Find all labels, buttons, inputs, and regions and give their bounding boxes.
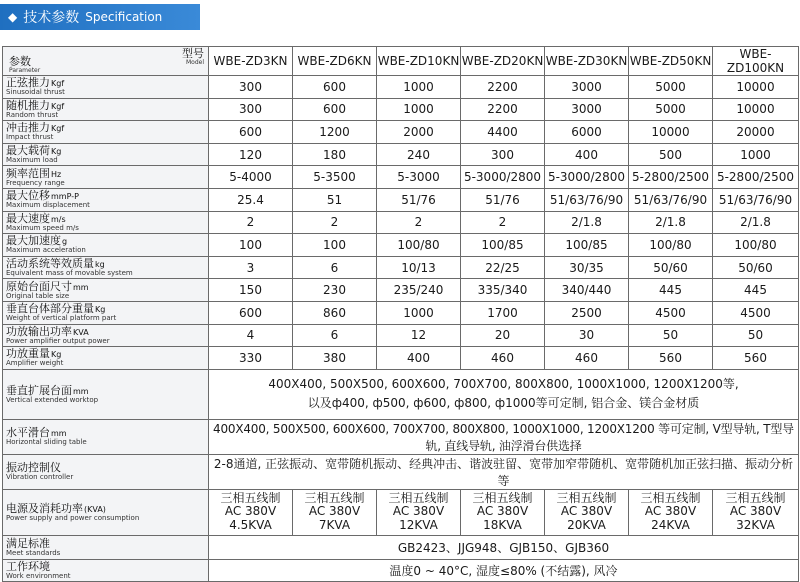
table-cell: 2200 <box>461 76 545 99</box>
table-row <box>3 98 799 121</box>
row-label: 最大加速度g Maximum acceleration <box>3 234 209 257</box>
table-cell: 3 <box>209 256 293 279</box>
horizontal-row <box>3 419 799 454</box>
table-cell: 500 <box>629 143 713 166</box>
table-cell: 100/85 <box>461 234 545 257</box>
table-cell: 445 <box>629 279 713 302</box>
model-header: WBE-ZD20KN <box>461 47 545 76</box>
table-cell: 51/76 <box>377 188 461 211</box>
table-cell: 30/35 <box>545 256 629 279</box>
table-cell: 3000 <box>545 98 629 121</box>
table-cell: 2/1.8 <box>629 211 713 234</box>
table-cell: 50/60 <box>713 256 799 279</box>
table-cell: 5-3000/2800 <box>545 166 629 189</box>
table-cell: 4400 <box>461 121 545 144</box>
section-title-bar <box>0 4 200 30</box>
model-header: WBE-ZD50KN <box>629 47 713 76</box>
table-cell: 2 <box>293 211 377 234</box>
table-row <box>3 143 799 166</box>
table-cell: 400 <box>377 347 461 370</box>
row-label: 最大位移mmP-P Maximum displacement <box>3 188 209 211</box>
table-cell: 335/340 <box>461 279 545 302</box>
table-row <box>3 324 799 347</box>
table-cell: 51/63/76/90 <box>713 188 799 211</box>
environment-text: 温度0 ~ 40°C, 湿度≤80% (不结露), 风冷 <box>209 559 799 581</box>
model-header: WBE-ZD10KN <box>377 47 461 76</box>
table-cell: 1000 <box>713 143 799 166</box>
table-row <box>3 76 799 99</box>
row-label: 原始台面尺寸mm Original table size <box>3 279 209 302</box>
table-cell: 25.4 <box>209 188 293 211</box>
table-cell: 5000 <box>629 76 713 99</box>
row-label: 垂直扩展台面mm Vertical extended worktop <box>3 369 209 419</box>
row-label: 满足标准 Meet standards <box>3 535 209 559</box>
standards-text: GB2423、JJG948、GJB150、GJB360 <box>209 535 799 559</box>
header-row <box>3 47 799 76</box>
row-label: 正弦推力Kgf Sinusoidal thrust <box>3 76 209 99</box>
model-header: WBE-ZD100KN <box>713 47 799 76</box>
table-cell: 2/1.8 <box>713 211 799 234</box>
table-row <box>3 347 799 370</box>
power-cell: 三相五线制 AC 380V 4.5KVA <box>209 489 293 535</box>
table-cell: 240 <box>377 143 461 166</box>
table-cell: 380 <box>293 347 377 370</box>
table-cell: 1000 <box>377 301 461 324</box>
table-cell: 445 <box>713 279 799 302</box>
power-cell: 三相五线制 AC 380V 18KVA <box>461 489 545 535</box>
table-cell: 5-4000 <box>209 166 293 189</box>
table-cell: 600 <box>209 121 293 144</box>
horizontal-text: 400X400, 500X500, 600X600, 700X700, 800X800, 1000X1000, 1200X1200 等可定制, V型导轨, T型导轨, 直线导轨, 油浮滑台供选择 <box>209 419 799 454</box>
power-cell: 三相五线制 AC 380V 12KVA <box>377 489 461 535</box>
table-cell: 330 <box>209 347 293 370</box>
diamond-icon: ◆ <box>8 10 18 24</box>
table-cell: 51 <box>293 188 377 211</box>
table-cell: 600 <box>293 76 377 99</box>
section-title-en: Specification <box>85 10 163 24</box>
row-label: 最大速度m/s Maximum speed m/s <box>3 211 209 234</box>
table-cell: 2 <box>461 211 545 234</box>
table-cell: 300 <box>209 76 293 99</box>
power-cell: 三相五线制 AC 380V 32KVA <box>713 489 799 535</box>
row-label: 功放输出功率KVA Power amplifier output power <box>3 324 209 347</box>
row-label: 活动系统等效质量kg Equivalent mass of movable system <box>3 256 209 279</box>
row-label: 振动控制仪 Vibration controller <box>3 454 209 489</box>
table-row <box>3 234 799 257</box>
row-label: 频率范围Hz Frequency range <box>3 166 209 189</box>
table-cell: 600 <box>209 301 293 324</box>
table-cell: 2200 <box>461 98 545 121</box>
table-cell: 1700 <box>461 301 545 324</box>
table-cell: 460 <box>545 347 629 370</box>
table-cell: 10000 <box>629 121 713 144</box>
row-label: 最大载荷Kg Maximum load <box>3 143 209 166</box>
table-cell: 4500 <box>629 301 713 324</box>
table-cell: 560 <box>713 347 799 370</box>
environment-row <box>3 559 799 581</box>
table-cell: 5-2800/2500 <box>713 166 799 189</box>
table-cell: 6 <box>293 324 377 347</box>
table-cell: 20 <box>461 324 545 347</box>
table-cell: 50 <box>713 324 799 347</box>
spec-table <box>2 46 799 582</box>
table-cell: 340/440 <box>545 279 629 302</box>
table-cell: 1000 <box>377 76 461 99</box>
table-cell: 2 <box>377 211 461 234</box>
table-cell: 100/85 <box>545 234 629 257</box>
table-cell: 235/240 <box>377 279 461 302</box>
table-cell: 20000 <box>713 121 799 144</box>
row-label: 随机推力Kgf Random thrust <box>3 98 209 121</box>
table-cell: 860 <box>293 301 377 324</box>
table-cell: 180 <box>293 143 377 166</box>
model-header: WBE-ZD3KN <box>209 47 293 76</box>
table-cell: 5-3500 <box>293 166 377 189</box>
table-cell: 2 <box>209 211 293 234</box>
table-cell: 51/76 <box>461 188 545 211</box>
standards-row <box>3 535 799 559</box>
model-header: WBE-ZD30KN <box>545 47 629 76</box>
vertical-ext-row <box>3 369 799 419</box>
table-cell: 30 <box>545 324 629 347</box>
table-cell: 300 <box>461 143 545 166</box>
table-cell: 6000 <box>545 121 629 144</box>
table-row <box>3 188 799 211</box>
table-cell: 2/1.8 <box>545 211 629 234</box>
table-cell: 1200 <box>293 121 377 144</box>
table-cell: 4 <box>209 324 293 347</box>
table-cell: 51/63/76/90 <box>629 188 713 211</box>
power-cell: 三相五线制 AC 380V 7KVA <box>293 489 377 535</box>
row-label: 垂直台体部分重量Kg Weight of vertical platform part <box>3 301 209 324</box>
vertical-ext-text: 400X400, 500X500, 600X600, 700X700, 800X800, 1000X1000, 1200X1200等, 以及ф400, ф500, ф600, ф800, ф1000等可定制, 铝合金、镁合金材质 <box>209 369 799 419</box>
table-cell: 120 <box>209 143 293 166</box>
table-row <box>3 166 799 189</box>
row-label: 工作环境 Work environment <box>3 559 209 581</box>
model-header: WBE-ZD6KN <box>293 47 377 76</box>
table-cell: 5-2800/2500 <box>629 166 713 189</box>
controller-text: 2-8通道, 正弦振动、宽带随机振动、经典冲击、谐波驻留、宽带加窄带随机、宽带随机加正弦扫描、振动分析等 <box>209 454 799 489</box>
table-cell: 1000 <box>377 98 461 121</box>
table-cell: 300 <box>209 98 293 121</box>
table-cell: 460 <box>461 347 545 370</box>
table-cell: 50/60 <box>629 256 713 279</box>
table-cell: 400 <box>545 143 629 166</box>
table-cell: 3000 <box>545 76 629 99</box>
table-cell: 50 <box>629 324 713 347</box>
power-cell: 三相五线制 AC 380V 24KVA <box>629 489 713 535</box>
table-row <box>3 211 799 234</box>
table-row <box>3 256 799 279</box>
table-row <box>3 301 799 324</box>
power-cell: 三相五线制 AC 380V 20KVA <box>545 489 629 535</box>
table-cell: 100/80 <box>629 234 713 257</box>
table-cell: 10000 <box>713 98 799 121</box>
table-cell: 100 <box>293 234 377 257</box>
table-cell: 22/25 <box>461 256 545 279</box>
controller-row <box>3 454 799 489</box>
table-cell: 2000 <box>377 121 461 144</box>
table-cell: 100/80 <box>377 234 461 257</box>
table-cell: 2500 <box>545 301 629 324</box>
section-title-zh: 技术参数 <box>23 10 80 26</box>
table-cell: 5000 <box>629 98 713 121</box>
table-cell: 4500 <box>713 301 799 324</box>
table-cell: 12 <box>377 324 461 347</box>
table-row <box>3 279 799 302</box>
table-cell: 230 <box>293 279 377 302</box>
table-cell: 10000 <box>713 76 799 99</box>
table-cell: 10/13 <box>377 256 461 279</box>
table-row <box>3 121 799 144</box>
row-label: 电源及消耗功率(KVA) Power supply and power consumption <box>3 489 209 535</box>
table-cell: 6 <box>293 256 377 279</box>
table-cell: 100 <box>209 234 293 257</box>
table-cell: 5-3000/2800 <box>461 166 545 189</box>
header-corner: 型号 Model 参数 Parameter <box>3 47 209 76</box>
power-row <box>3 489 799 535</box>
row-label: 冲击推力Kgf Impact thrust <box>3 121 209 144</box>
table-cell: 5-3000 <box>377 166 461 189</box>
row-label: 水平滑台mm Horizontal sliding table <box>3 419 209 454</box>
table-cell: 560 <box>629 347 713 370</box>
table-cell: 150 <box>209 279 293 302</box>
row-label: 功放重量Kg Amplifier weight <box>3 347 209 370</box>
table-cell: 51/63/76/90 <box>545 188 629 211</box>
table-cell: 100/80 <box>713 234 799 257</box>
table-cell: 600 <box>293 98 377 121</box>
